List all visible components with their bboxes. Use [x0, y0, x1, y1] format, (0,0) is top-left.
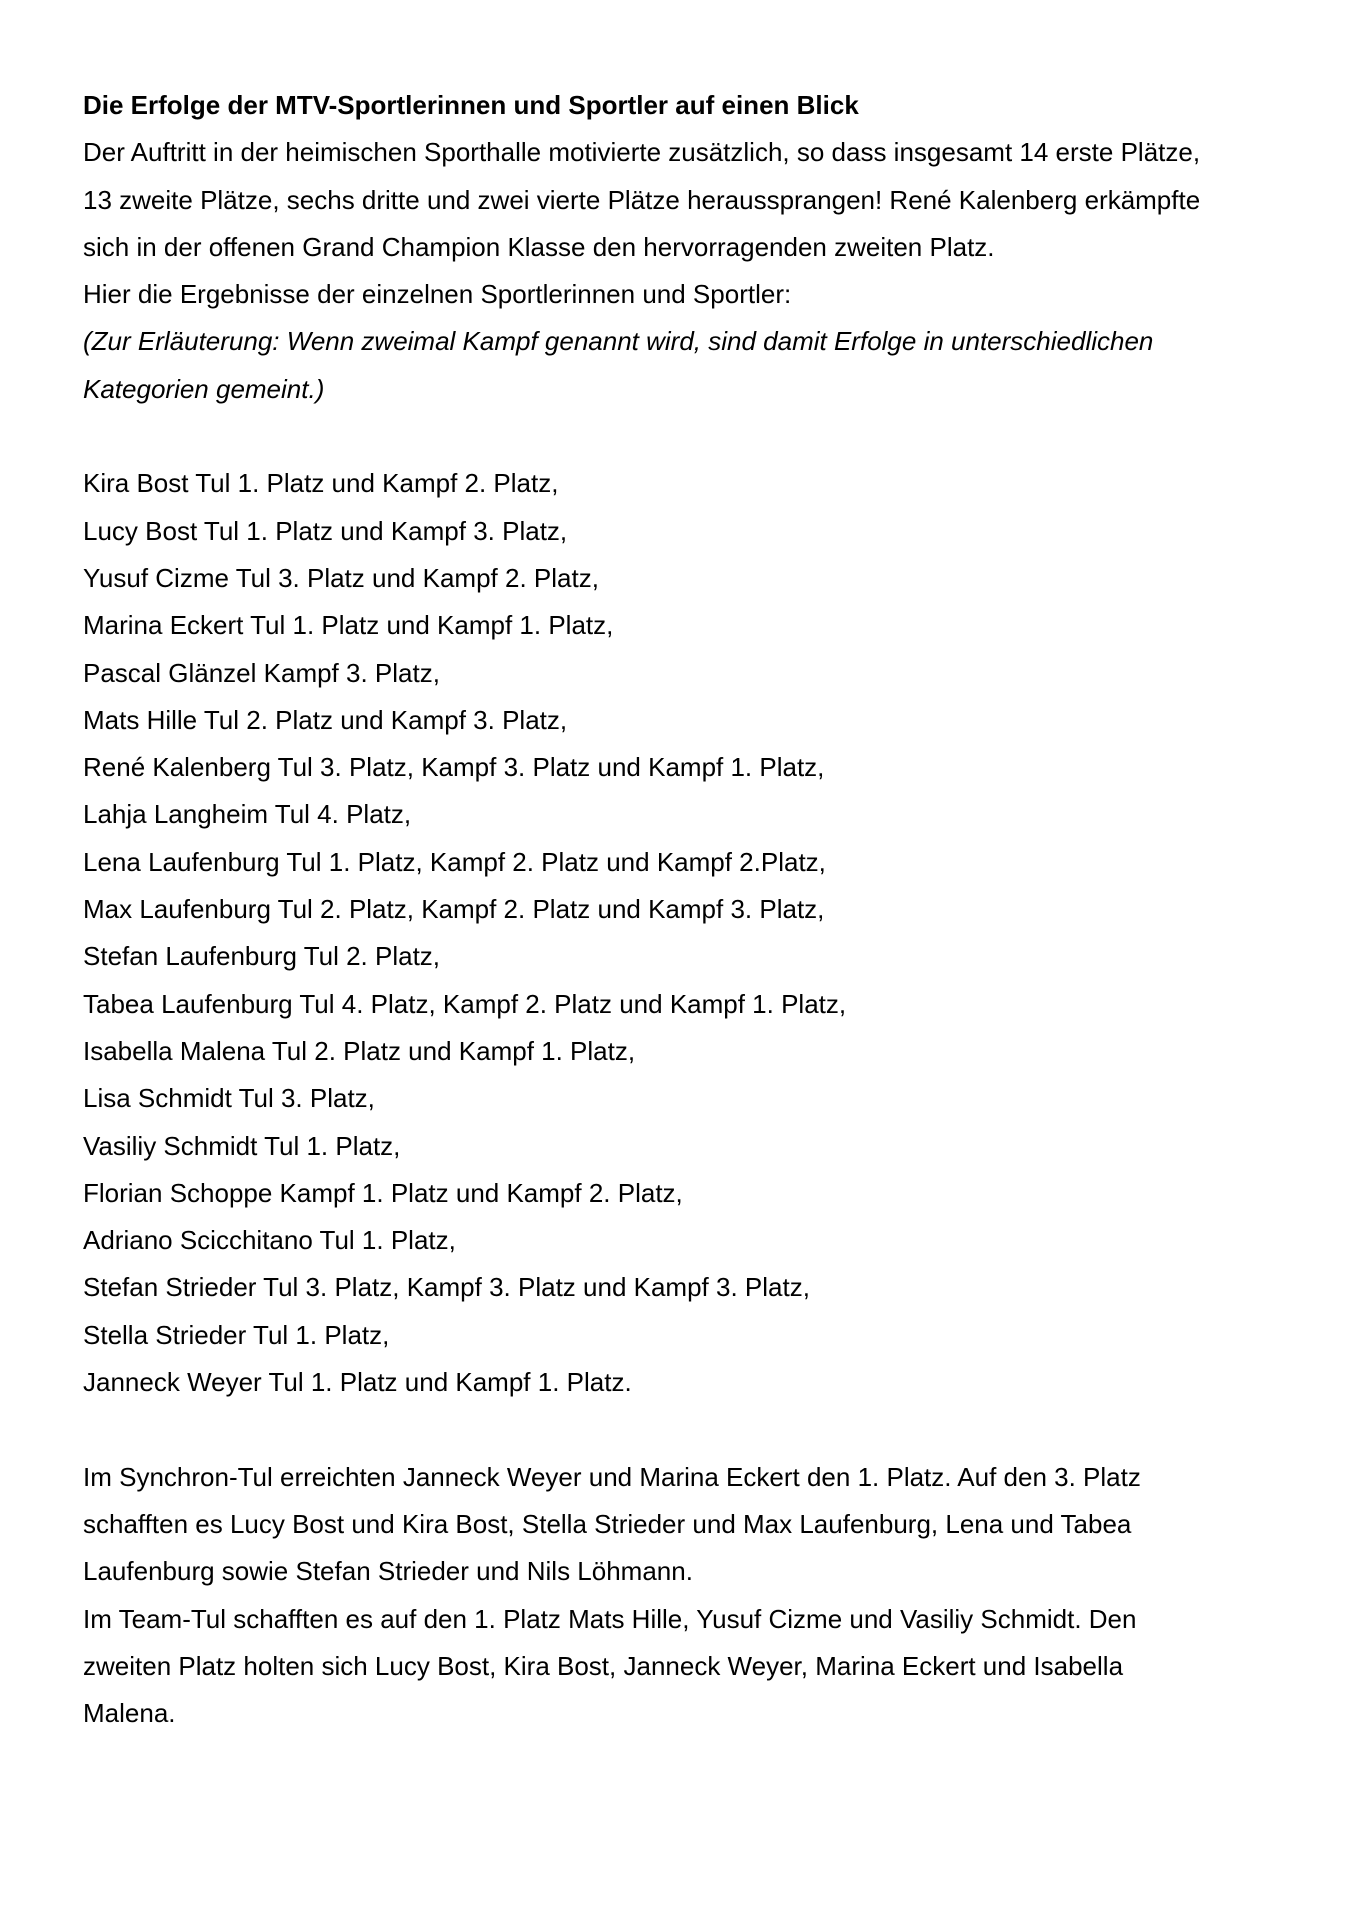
intro-line: 13 zweite Plätze, sechs dritte und zwei vierte Plätze heraussprangen! René Kalenberg erkämpfte — [83, 184, 1201, 215]
result-item: Stefan Laufenburg Tul 2. Platz, — [83, 941, 441, 972]
document-title: Die Erfolge der MTV-Sportlerinnen und Sportler auf einen Blick — [83, 90, 859, 120]
result-item: Kira Bost Tul 1. Platz und Kampf 2. Platz, — [83, 468, 559, 499]
team-tul-paragraph — [83, 1596, 1283, 1738]
note-line: (Zur Erläuterung: Wenn zweimal Kampf genannt wird, sind damit Erfolge in unterschiedlichen — [83, 326, 1154, 357]
result-item: Mats Hille Tul 2. Platz und Kampf 3. Platz, — [83, 704, 568, 735]
result-item: Lena Laufenburg Tul 1. Platz, Kampf 2. Platz und Kampf 2.Platz, — [83, 846, 826, 877]
intro-line: Hier die Ergebnisse der einzelnen Sportlerinnen und Sportler: — [83, 279, 792, 310]
synchron-line: schafften es Lucy Bost und Kira Bost, Stella Strieder und Max Laufenburg, Lena und Tabea — [83, 1508, 1132, 1539]
result-item: Vasiliy Schmidt Tul 1. Platz, — [83, 1130, 401, 1161]
result-item: Janneck Weyer Tul 1. Platz und Kampf 1. Platz. — [83, 1367, 632, 1398]
intro-line: Der Auftritt in der heimischen Sporthalle motivierte zusätzlich, so dass insgesamt 14 erste Plätze, — [83, 137, 1201, 168]
synchron-line: Laufenburg sowie Stefan Strieder und Nils Löhmann. — [83, 1556, 693, 1587]
result-item: Lisa Schmidt Tul 3. Platz, — [83, 1083, 375, 1114]
result-item: Stefan Strieder Tul 3. Platz, Kampf 3. Platz und Kampf 3. Platz, — [83, 1272, 810, 1303]
team-line: Im Team-Tul schafften es auf den 1. Platz Mats Hille, Yusuf Cizme und Vasiliy Schmidt. Den — [83, 1603, 1137, 1634]
synchron-line: Im Synchron-Tul erreichten Janneck Weyer und Marina Eckert den 1. Platz. Auf den 3. Platz — [83, 1461, 1141, 1492]
result-item: Yusuf Cizme Tul 3. Platz und Kampf 2. Platz, — [83, 562, 599, 593]
note-line: Kategorien gemeint.) — [83, 373, 325, 404]
result-item: Florian Schoppe Kampf 1. Platz und Kampf 2. Platz, — [83, 1177, 683, 1208]
result-item: Pascal Glänzel Kampf 3. Platz, — [83, 657, 440, 688]
synchron-tul-paragraph — [83, 1454, 1283, 1596]
result-item: Tabea Laufenburg Tul 4. Platz, Kampf 2. Platz und Kampf 1. Platz, — [83, 988, 847, 1019]
result-item: Adriano Scicchitano Tul 1. Platz, — [83, 1225, 456, 1256]
result-item: Lucy Bost Tul 1. Platz und Kampf 3. Platz, — [83, 515, 568, 546]
result-item: Marina Eckert Tul 1. Platz und Kampf 1. Platz, — [83, 610, 614, 641]
result-item: Isabella Malena Tul 2. Platz und Kampf 1. Platz, — [83, 1035, 636, 1066]
result-item: René Kalenberg Tul 3. Platz, Kampf 3. Platz und Kampf 1. Platz, — [83, 752, 825, 783]
result-item: Stella Strieder Tul 1. Platz, — [83, 1319, 390, 1350]
result-item: Max Laufenburg Tul 2. Platz, Kampf 2. Platz und Kampf 3. Platz, — [83, 894, 825, 925]
team-line: Malena. — [83, 1698, 176, 1729]
intro-line: sich in der offenen Grand Champion Klasse den hervorragenden zweiten Platz. — [83, 231, 995, 262]
result-item: Lahja Langheim Tul 4. Platz, — [83, 799, 412, 830]
blank-line — [83, 413, 1283, 460]
explanation-note — [83, 318, 1283, 413]
document-page — [83, 82, 1283, 1737]
team-line: zweiten Platz holten sich Lucy Bost, Kira Bost, Janneck Weyer, Marina Eckert und Isabella — [83, 1650, 1124, 1681]
results-list — [83, 460, 1283, 1406]
blank-line — [83, 1406, 1283, 1453]
intro-paragraph — [83, 129, 1283, 318]
